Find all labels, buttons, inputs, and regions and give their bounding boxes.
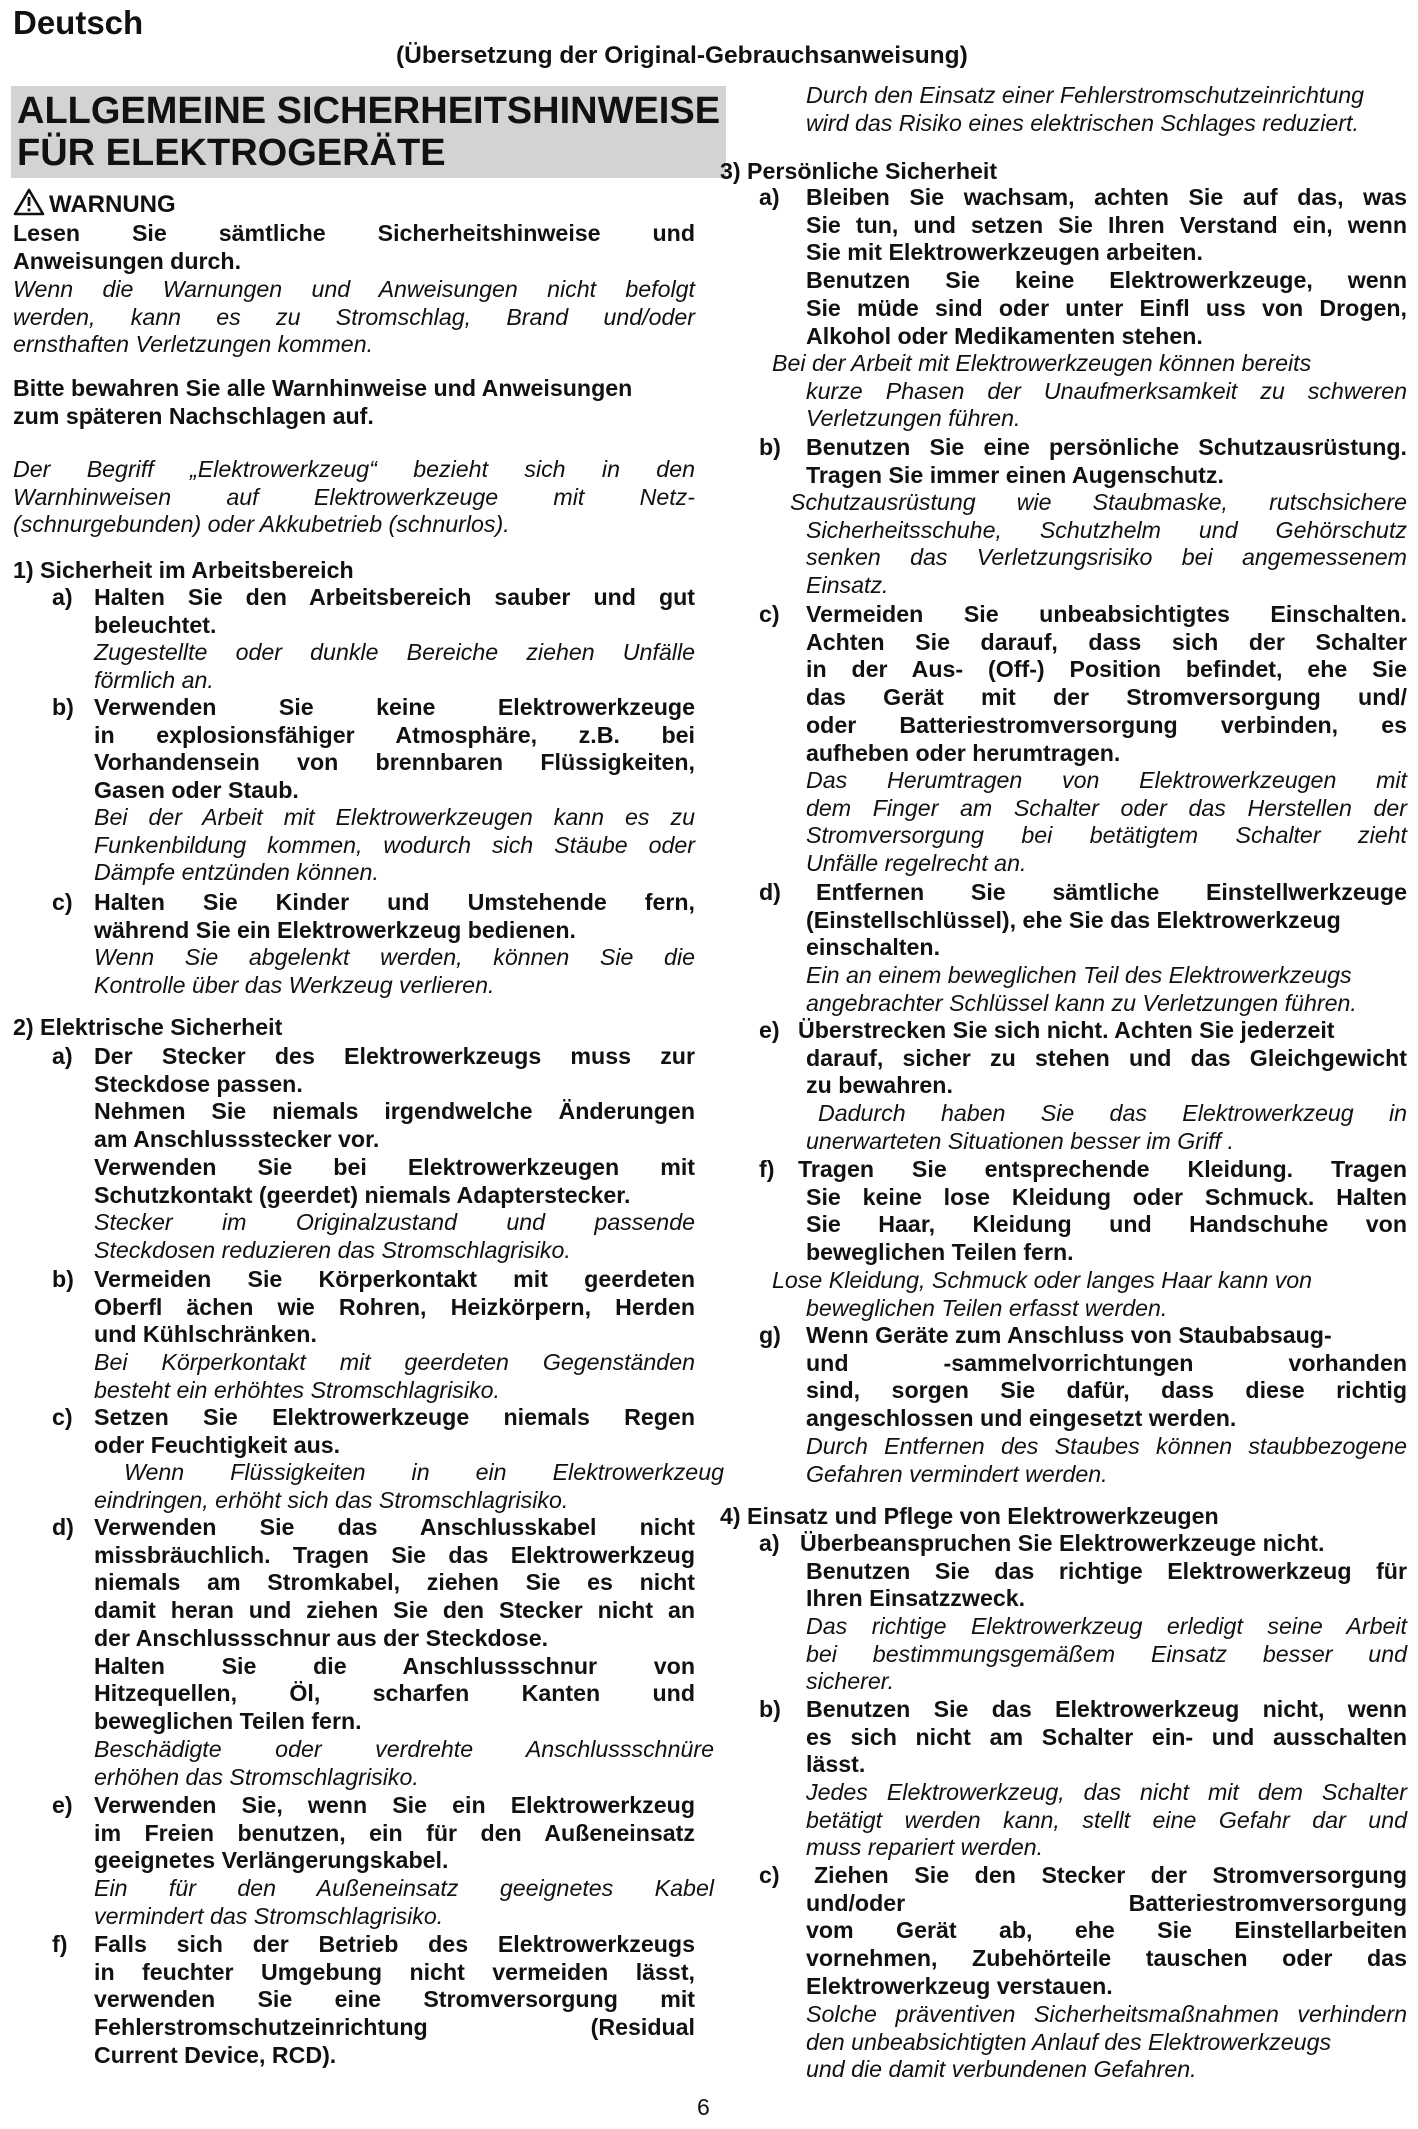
item-4a-bold — [800, 1530, 1407, 1613]
item-3f-bold — [798, 1156, 1407, 1267]
section-3-title: 3) Persönliche Sicherheit — [720, 158, 998, 184]
text-line: Zugestellte oder dunkle Bereiche ziehen Unfälle — [94, 639, 695, 665]
item-label: c) — [52, 889, 73, 915]
text-line: Falls sich der Betrieb des Elektrowerkzeugs — [94, 1931, 695, 1957]
text-line: Current Device, RCD). — [94, 2041, 337, 2068]
text-line: Nehmen Sie niemals irgendwelche Änderungen — [94, 1098, 695, 1125]
warning-label: WARNUNG — [49, 191, 176, 218]
text-line: Stromversorgung bei betätigtem Schalter zieht — [806, 822, 1407, 849]
text-line: vermindert das Stromschlagrisiko. — [94, 1902, 444, 1929]
text-line: Benutzen Sie das Elektrowerkzeug nicht, wenn — [806, 1696, 1407, 1722]
text-line: Ihren Einsatzzweck. — [806, 1585, 1026, 1612]
item-3g-bold — [806, 1322, 1407, 1433]
text-line: Benutzen Sie das richtige Elektrowerkzeug für — [806, 1557, 1407, 1584]
page-number: 6 — [697, 2094, 710, 2120]
text-line: zum späteren Nachschlagen auf. — [13, 402, 374, 429]
text-line: Einsatz. — [806, 572, 889, 599]
warning-heading — [13, 188, 176, 219]
item-4a-italic — [806, 1613, 1407, 1696]
heading-line-2: FÜR ELEKTROGERÄTE — [17, 132, 446, 174]
text-line: bei bestimmungsgemäßem Einsatz besser und — [806, 1640, 1407, 1667]
text-line: Jedes Elektrowerkzeug, das nicht mit dem Schalter — [806, 1779, 1407, 1805]
text-line: Wenn Sie abgelenkt werden, können Sie die — [94, 944, 695, 970]
text-line: in der Aus- (Off-) Position befindet, ehe Sie — [806, 656, 1407, 683]
text-line: und/oder Batteriestromversorgung — [806, 1889, 1407, 1916]
item-3c-italic — [806, 767, 1407, 878]
item-4b-italic — [806, 1779, 1407, 1862]
text-line: Schutzkontakt (geerdet) niemals Adapterstecker. — [94, 1181, 631, 1208]
text-line: das Gerät mit der Stromversorgung und/ — [806, 684, 1407, 711]
item-2d-bold — [94, 1514, 695, 1736]
text-line: werden, kann es zu Stromschlag, Brand und/oder — [13, 303, 695, 330]
text-line: Gasen oder Staub. — [94, 777, 299, 804]
term-definition-text — [13, 456, 695, 539]
item-3e-italic — [806, 1100, 1407, 1155]
language-label: Deutsch — [13, 4, 144, 41]
section-heading-box — [11, 86, 726, 178]
text-line: angebrachter Schlüssel kann zu Verletzungen führen. — [806, 989, 1357, 1016]
text-line: Achten Sie darauf, dass sich der Schalter — [806, 628, 1407, 655]
item-label: d) — [759, 879, 781, 905]
item-label: c) — [52, 1404, 73, 1430]
item-4c-bold — [806, 1862, 1407, 2001]
text-line: Durch den Einsatz einer Fehlerstromschutzeinrichtung — [806, 82, 1365, 108]
text-line: Elektrowerkzeug verstauen. — [806, 1972, 1113, 1999]
text-line: oder Batteriestromversorgung verbinden, es — [806, 711, 1407, 738]
text-line: Lesen Sie sämtliche Sicherheitshinweise und — [13, 220, 695, 246]
text-line: Ein für den Außeneinsatz geeignetes Kabel — [94, 1875, 714, 1901]
item-2d-italic — [94, 1736, 714, 1791]
item-label: d) — [52, 1514, 74, 1540]
text-line: Bleiben Sie wachsam, achten Sie auf das, was — [806, 184, 1407, 210]
item-2e-italic — [94, 1875, 714, 1930]
text-line: Halten Sie den Arbeitsbereich sauber und gut — [94, 584, 695, 610]
item-label: b) — [52, 694, 74, 720]
item-label: e) — [52, 1792, 73, 1818]
text-line: eindringen, erhöht sich das Stromschlagrisiko. — [94, 1486, 569, 1513]
text-line: angeschlossen und eingesetzt werden. — [806, 1405, 1237, 1432]
item-3b-italic — [790, 489, 1407, 600]
text-line: beweglichen Teilen fern. — [94, 1707, 362, 1734]
text-line: Überbeanspruchen Sie Elektrowerkzeuge nicht. — [800, 1530, 1325, 1556]
item-4b-bold — [806, 1696, 1407, 1779]
text-line: Halten Sie die Anschlussschnur von — [94, 1652, 695, 1679]
text-line: Der Begriff „Elektrowerkzeug“ bezieht sich in den — [13, 456, 695, 482]
item-label: a) — [52, 1043, 73, 1069]
text-line: der Anschlussschnur aus der Steckdose. — [94, 1624, 549, 1651]
text-line: Durch Entfernen des Staubes können staubbezogene — [806, 1433, 1407, 1459]
text-line: kurze Phasen der Unaufmerksamkeit zu schweren — [806, 377, 1407, 404]
text-line: Anweisungen durch. — [13, 247, 242, 274]
text-line: während Sie ein Elektrowerkzeug bedienen. — [94, 916, 576, 943]
text-line: Wenn Geräte zum Anschluss von Staubabsaug- — [806, 1322, 1332, 1348]
text-line: Sie Haar, Kleidung und Handschuhe von — [806, 1211, 1407, 1238]
text-line: Hitzequellen, Öl, scharfen Kanten und — [94, 1680, 695, 1707]
item-1c-italic — [94, 944, 695, 999]
text-line: niemals am Stromkabel, ziehen Sie es nicht — [94, 1569, 695, 1596]
text-line: Bei der Arbeit mit Elektrowerkzeugen können bereits — [772, 350, 1312, 376]
text-line: geeignetes Verlängerungskabel. — [94, 1847, 449, 1874]
text-line: Verwenden Sie bei Elektrowerkzeugen mit — [94, 1153, 695, 1180]
item-3d-bold — [806, 879, 1407, 962]
item-2b-italic — [94, 1349, 695, 1404]
text-line: Sie müde sind oder unter Einfl uss von Drogen, — [806, 294, 1407, 321]
text-line: darauf, sicher zu stehen und das Gleichgewicht — [806, 1044, 1407, 1071]
item-label: f) — [759, 1156, 775, 1182]
text-line: Entfernen Sie sämtliche Einstellwerkzeuge — [816, 879, 1407, 905]
item-label: b) — [759, 1696, 781, 1722]
text-line: (schnurgebunden) oder Akkubetrieb (schnurlos). — [13, 511, 510, 538]
warning-triangle-icon — [13, 188, 45, 216]
text-line: Bei der Arbeit mit Elektrowerkzeugen kann es zu — [94, 804, 695, 830]
document-subtitle: (Übersetzung der Original-Gebrauchsanweisung) — [396, 42, 968, 69]
text-line: Solche präventiven Sicherheitsmaßnahmen verhindern — [806, 2001, 1407, 2027]
text-line: (Einstellschlüssel), ehe Sie das Elektrowerkzeug — [806, 906, 1341, 933]
text-line: förmlich an. — [94, 666, 214, 693]
text-line: Schutzausrüstung wie Staubmaske, rutschsichere — [790, 489, 1407, 515]
item-label: c) — [759, 1862, 780, 1888]
item-3a-bold — [806, 184, 1407, 350]
item-label: c) — [759, 601, 780, 627]
text-line: den unbeabsichtigten Anlauf des Elektrowerkzeugs — [806, 2028, 1332, 2055]
text-line: Wenn die Warnungen und Anweisungen nicht befolgt — [13, 276, 695, 302]
item-label: g) — [759, 1322, 781, 1348]
item-label: a) — [759, 1530, 780, 1556]
text-line: Halten Sie Kinder und Umstehende fern, — [94, 889, 695, 915]
item-1a-italic — [94, 639, 695, 694]
text-line: Benutzen Sie keine Elektrowerkzeuge, wenn — [806, 267, 1407, 294]
text-line: und die damit verbundenen Gefahren. — [806, 2056, 1197, 2083]
text-line: Funkenbildung kommen, wodurch sich Stäube oder — [94, 831, 695, 858]
text-line: Vermeiden Sie Körperkontakt mit geerdeten — [94, 1266, 695, 1292]
keep-instructions-text — [13, 375, 695, 430]
text-line: Gefahren vermindert werden. — [806, 1460, 1108, 1487]
text-line: Kontrolle über das Werkzeug verlieren. — [94, 971, 495, 998]
text-line: am Anschlussstecker vor. — [94, 1126, 380, 1153]
item-2a-bold — [94, 1043, 695, 1209]
text-line: betätigt werden kann, stellt eine Gefahr dar und — [806, 1806, 1407, 1833]
text-line: erhöhen das Stromschlagrisiko. — [94, 1763, 419, 1790]
warning-consequence-text — [13, 276, 695, 359]
item-3g-italic — [806, 1433, 1407, 1488]
text-line: sicherer. — [806, 1668, 895, 1695]
text-line: im Freien benutzen, ein für den Außeneinsatz — [94, 1819, 695, 1846]
section-2-title: 2) Elektrische Sicherheit — [13, 1014, 283, 1040]
text-line: Verletzungen führen. — [806, 405, 1021, 432]
text-line: verwenden Sie eine Stromversorgung mit — [94, 1986, 695, 2013]
text-line: zu bewahren. — [806, 1072, 953, 1099]
item-3c-bold — [806, 601, 1407, 767]
text-line: Wenn Flüssigkeiten in ein Elektrowerkzeug — [124, 1459, 724, 1485]
item-4c-italic — [806, 2001, 1407, 2084]
item-label: a) — [759, 184, 780, 210]
text-line: einschalten. — [806, 934, 941, 961]
text-line: damit heran und ziehen Sie den Stecker nicht an — [94, 1597, 695, 1624]
text-line: Sie keine lose Kleidung oder Schmuck. Halten — [806, 1183, 1407, 1210]
item-2f-bold — [94, 1931, 695, 2070]
text-line: wird das Risiko eines elektrischen Schlages reduziert. — [806, 109, 1359, 136]
text-line: beweglichen Teilen fern. — [806, 1239, 1074, 1266]
text-line: beweglichen Teilen erfasst werden. — [806, 1294, 1168, 1321]
text-line: Oberfl ächen wie Rohren, Heizkörpern, Herden — [94, 1293, 695, 1320]
item-2f-italic — [806, 82, 1407, 137]
text-line: oder Feuchtigkeit aus. — [94, 1431, 341, 1458]
text-line: sind, sorgen Sie dafür, dass diese richtig — [806, 1377, 1407, 1404]
text-line: Warnhinweisen auf Elektrowerkzeuge mit Netz- — [13, 483, 695, 510]
item-1a-bold — [94, 584, 695, 639]
text-line: Vermeiden Sie unbeabsichtigtes Einschalten. — [806, 601, 1407, 627]
text-line: es sich nicht am Schalter ein- und ausschalten — [806, 1723, 1407, 1750]
text-line: Der Stecker des Elektrowerkzeugs muss zur — [94, 1043, 695, 1069]
item-label: f) — [52, 1931, 68, 1957]
text-line: und Kühlschränken. — [94, 1321, 317, 1348]
text-line: besteht ein erhöhtes Stromschlagrisiko. — [94, 1376, 500, 1403]
text-line: vom Gerät ab, ehe Sie Einstellarbeiten — [806, 1917, 1407, 1944]
text-line: Steckdosen reduzieren das Stromschlagrisiko. — [94, 1236, 571, 1263]
text-line: Verwenden Sie, wenn Sie ein Elektrowerkzeug — [94, 1792, 695, 1818]
text-line: Steckdose passen. — [94, 1070, 303, 1097]
item-3b-bold — [806, 434, 1407, 489]
item-label: a) — [52, 584, 73, 610]
text-line: missbräuchlich. Tragen Sie das Elektrowerkzeug — [94, 1541, 695, 1568]
text-line: lässt. — [806, 1751, 866, 1778]
text-line: Beschädigte oder verdrehte Anschlussschnüre — [94, 1736, 714, 1762]
section-4-title: 4) Einsatz und Pflege von Elektrowerkzeugen — [720, 1503, 1219, 1529]
text-line: Überstrecken Sie sich nicht. Achten Sie jederzeit — [798, 1017, 1335, 1043]
item-2c-bold — [94, 1404, 695, 1459]
item-label: b) — [52, 1266, 74, 1292]
warning-read-text — [13, 220, 695, 275]
item-3a-italic — [772, 350, 1407, 433]
text-line: Stecker im Originalzustand und passende — [94, 1209, 695, 1235]
text-line: Vorhandensein von brennbaren Flüssigkeiten, — [94, 749, 695, 776]
text-line: Fehlerstromschutzeinrichtung (Residual — [94, 2014, 695, 2041]
text-line: Ziehen Sie den Stecker der Stromversorgung — [814, 1862, 1407, 1888]
text-line: in feuchter Umgebung nicht vermeiden lässt, — [94, 1958, 695, 1985]
text-line: Lose Kleidung, Schmuck oder langes Haar kann von — [772, 1267, 1313, 1293]
heading-line-1: ALLGEMEINE SICHERHEITSHINWEISE — [17, 90, 721, 132]
text-line: senken das Verletzungsrisiko bei angemessenem — [806, 544, 1407, 571]
text-line: Unfälle regelrecht an. — [806, 850, 1027, 877]
text-line: Sie tun, und setzen Sie Ihren Verstand ein, wenn — [806, 211, 1407, 238]
item-2b-bold — [94, 1266, 695, 1349]
text-line: Tragen Sie entsprechende Kleidung. Tragen — [798, 1156, 1407, 1182]
text-line: vornehmen, Zubehörteile tauschen oder das — [806, 1945, 1407, 1972]
item-3d-italic — [806, 962, 1407, 1017]
text-line: muss repariert werden. — [806, 1834, 1044, 1861]
item-2c-italic — [94, 1459, 724, 1514]
text-line: ernsthaften Verletzungen kommen. — [13, 331, 374, 358]
text-line: Benutzen Sie eine persönliche Schutzausrüstung. — [806, 434, 1407, 460]
item-label: e) — [759, 1017, 780, 1043]
item-1b-bold — [94, 694, 695, 805]
text-line: Dadurch haben Sie das Elektrowerkzeug in — [818, 1100, 1407, 1126]
text-line: Ein an einem beweglichen Teil des Elektrowerkzeugs — [806, 962, 1352, 988]
text-line: Das Herumtragen von Elektrowerkzeugen mit — [806, 767, 1407, 793]
text-line: Bei Körperkontakt mit geerdeten Gegenständen — [94, 1349, 695, 1375]
item-3f-italic — [772, 1267, 1407, 1322]
text-line: dem Finger am Schalter oder das Herstellen der — [806, 794, 1407, 821]
text-line: Verwenden Sie keine Elektrowerkzeuge — [94, 694, 695, 720]
text-line: Sicherheitsschuhe, Schutzhelm und Gehörschutz — [806, 516, 1407, 543]
item-1b-italic — [94, 804, 695, 887]
text-line: Das richtige Elektrowerkzeug erledigt seine Arbeit — [806, 1613, 1407, 1639]
text-line: Tragen Sie immer einen Augenschutz. — [806, 461, 1224, 488]
text-line: Setzen Sie Elektrowerkzeuge niemals Regen — [94, 1404, 695, 1430]
text-line: Dämpfe entzünden können. — [94, 859, 379, 886]
text-line: Bitte bewahren Sie alle Warnhinweise und Anweisungen — [13, 375, 633, 401]
text-line: und -sammelvorrichtungen vorhanden — [806, 1349, 1407, 1376]
text-line: in explosionsfähiger Atmosphäre, z.B. bei — [94, 721, 695, 748]
text-line: beleuchtet. — [94, 611, 217, 638]
item-3e-bold — [798, 1017, 1407, 1100]
item-label: b) — [759, 434, 781, 460]
item-2e-bold — [94, 1792, 695, 1875]
text-line: Verwenden Sie das Anschlusskabel nicht — [94, 1514, 695, 1540]
text-line: Alkohol oder Medikamenten stehen. — [806, 322, 1203, 349]
text-line: unerwarteten Situationen besser im Griff . — [806, 1127, 1234, 1154]
item-2a-italic — [94, 1209, 695, 1264]
item-1c-bold — [94, 889, 695, 944]
text-line: Sie mit Elektrowerkzeugen arbeiten. — [806, 239, 1203, 266]
section-1-title: 1) Sicherheit im Arbeitsbereich — [13, 557, 354, 583]
text-line: aufheben oder herumtragen. — [806, 739, 1121, 766]
